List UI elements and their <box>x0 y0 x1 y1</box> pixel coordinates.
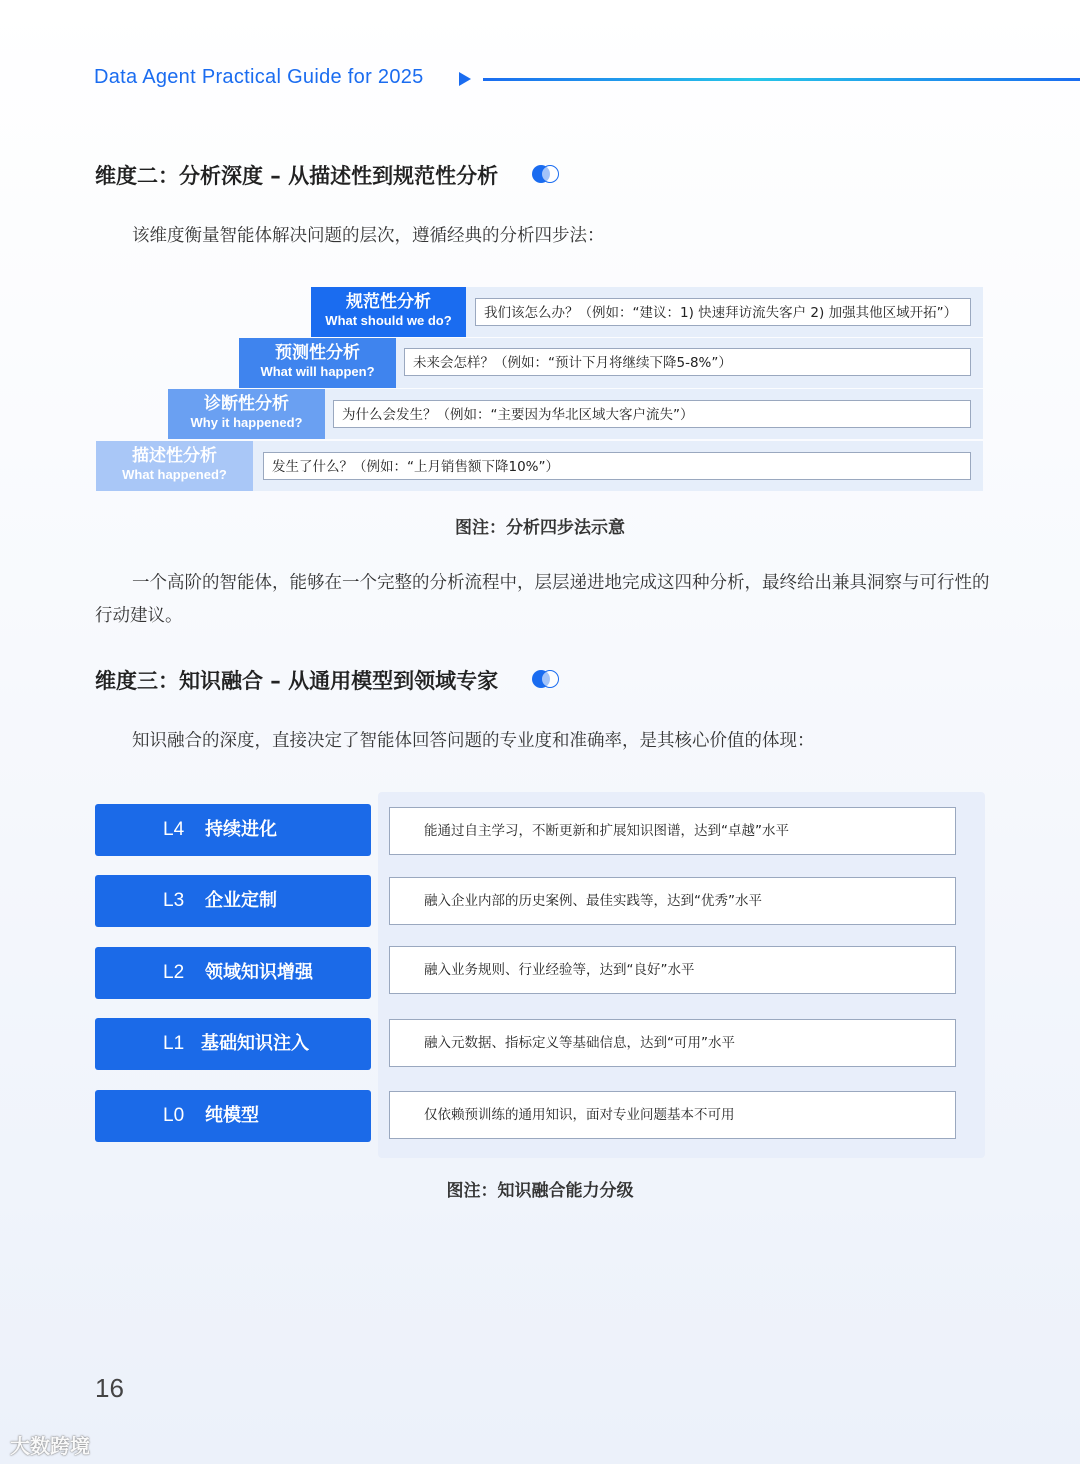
level-l2-desc: 融入业务规则、行业经验等，达到“良好”水平 <box>389 946 956 994</box>
level-l2-label <box>95 947 371 999</box>
step-label-prescriptive <box>311 287 466 337</box>
step-label-cn: 预测性分析 <box>275 343 360 363</box>
section2-conclusion: 一个高阶的智能体，能够在一个完整的分析流程中，层层递进地完成这四种分析，最终给出兼具洞察与可行性的行动建议。 <box>95 573 990 626</box>
step-label-diagnostic <box>168 389 325 439</box>
step-label-descriptive <box>96 441 253 491</box>
step-label-cn: 规范性分析 <box>346 292 431 312</box>
section2-intro: 该维度衡量智能体解决问题的层次，遵循经典的分析四步法： <box>132 226 605 246</box>
step-label-cn: 描述性分析 <box>132 446 217 466</box>
step-label-en: What should we do? <box>325 313 452 328</box>
step-label-predictive <box>239 338 396 388</box>
step-desc-diagnostic: 为什么会发生？（例如：“主要因为华北区域大客户流失”） <box>333 400 971 428</box>
level-l3-label <box>95 875 371 927</box>
level-name: 基础知识注入 <box>201 1033 309 1054</box>
section3-intro: 知识融合的深度，直接决定了智能体回答问题的专业度和准确率，是其核心价值的体现： <box>132 731 815 751</box>
level-code: L4 <box>163 819 185 840</box>
level-l4-desc: 能通过自主学习，不断更新和扩展知识图谱，达到“卓越”水平 <box>389 807 956 855</box>
step-desc-descriptive: 发生了什么？（例如：“上月销售额下降10%”） <box>263 452 971 480</box>
level-name: 领域知识增强 <box>205 962 313 983</box>
header-divider <box>483 78 1080 81</box>
step-label-en: What happened? <box>122 467 227 482</box>
level-name: 纯模型 <box>205 1105 259 1126</box>
step-desc-predictive: 未来会怎样？（例如：“预计下月将继续下降5-8%”） <box>404 348 971 376</box>
step-desc-prescriptive: 我们该怎么办？（例如：“建议：1) 快速拜访流失客户 2) 加强其他区域开拓”） <box>475 298 971 326</box>
level-name: 企业定制 <box>205 890 277 911</box>
level-code: L3 <box>163 890 185 911</box>
level-l4-label <box>95 804 371 856</box>
level-code: L1 <box>163 1033 185 1054</box>
level-name: 持续进化 <box>205 819 277 840</box>
level-l3-desc: 融入企业内部的历史案例、最佳实践等，达到“优秀”水平 <box>389 877 956 925</box>
overlap-circles-icon <box>532 165 560 183</box>
level-l1-desc: 融入元数据、指标定义等基础信息，达到“可用”水平 <box>389 1019 956 1067</box>
figure-caption-steps: 图注：分析四步法示意 <box>455 518 625 538</box>
section2-heading: 维度二：分析深度 – 从描述性到规范性分析 <box>95 164 499 188</box>
overlap-circles-icon <box>532 670 560 688</box>
figure-caption-levels: 图注：知识融合能力分级 <box>446 1181 634 1201</box>
page-number: 16 <box>95 1373 124 1403</box>
level-l0-label <box>95 1090 371 1142</box>
step-label-en: Why it happened? <box>190 415 303 430</box>
section3-heading: 维度三：知识融合 – 从通用模型到领域专家 <box>95 669 499 693</box>
level-code: L0 <box>163 1105 185 1126</box>
running-header-title: Data Agent Practical Guide for 2025 <box>94 66 424 88</box>
step-label-en: What will happen? <box>260 364 375 379</box>
level-code: L2 <box>163 962 185 983</box>
watermark: 大数跨境 <box>10 1434 90 1458</box>
play-arrow-icon <box>459 72 471 86</box>
level-l1-label <box>95 1018 371 1070</box>
level-l0-desc: 仅依赖预训练的通用知识，面对专业问题基本不可用 <box>389 1091 956 1139</box>
step-label-cn: 诊断性分析 <box>204 394 289 414</box>
